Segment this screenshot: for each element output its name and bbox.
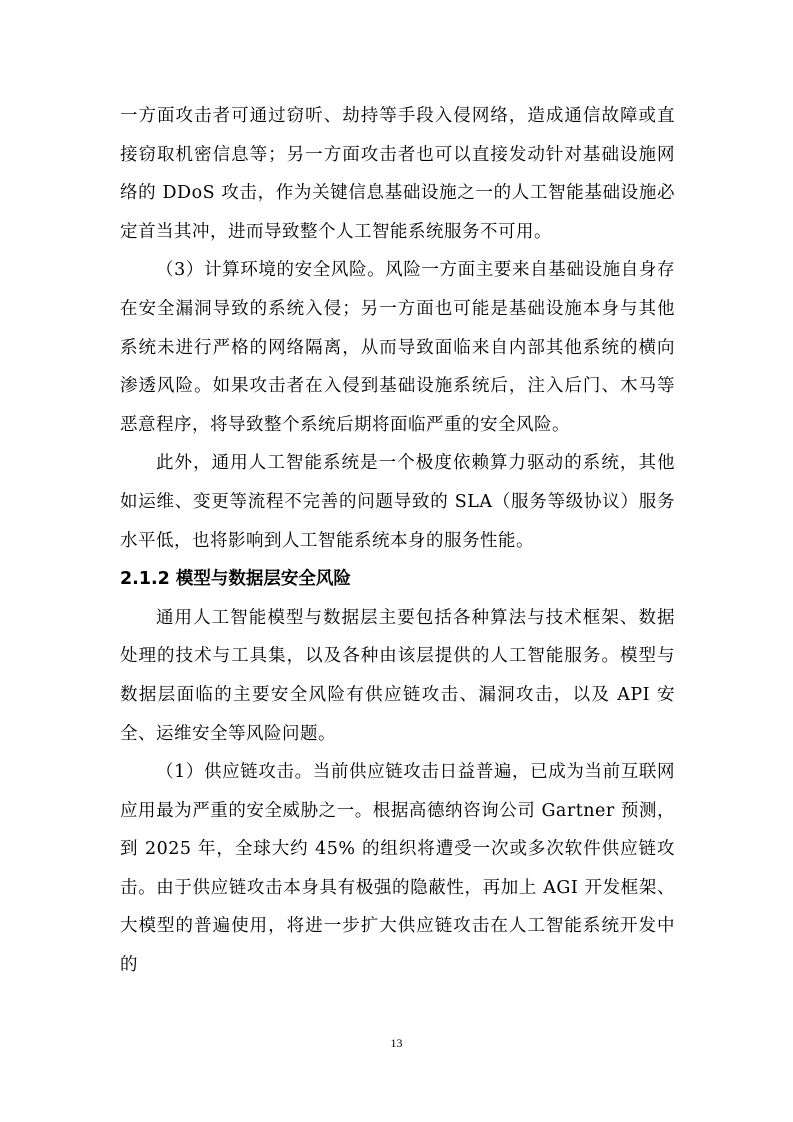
paragraph-model-data-layer-overview: 通用人工智能模型与数据层主要包括各种算法与技术框架、数据处理的技术与工具集，以及各种由该层提供的人工智能服务。模型与数据层面临的主要安全风险有供应链攻击、漏洞攻击，以及 API 安全、运维安全等风险问题。 — [120, 607, 675, 744]
paragraph-sla-service-level: 此外，通用人工智能系统是一个极度依赖算力驱动的系统，其他如运维、变更等流程不完善的问题导致的 SLA（服务等级协议）服务水平低，也将影响到人工智能系统本身的服务性能。 — [120, 453, 675, 551]
section-heading-model-data-layer: 2.1.2 模型与数据层安全风险 — [120, 569, 351, 590]
paragraph-network-attack-continued: 一方面攻击者可通过窃听、劫持等手段入侵网络，造成通信故障或直接窃取机密信息等；另一方面攻击者也可以直接发动针对基础设施网络的 DDoS 攻击，作为关键信息基础设施之一的人工智能基础设施必定首当其冲，进而导致整个人工智能系统服务不可用。 — [120, 106, 675, 242]
paragraph-compute-environment-risk: （3）计算环境的安全风险。风险一方面主要来自基础设施自身存在安全漏洞导致的系统入侵；另一方面也可能是基础设施本身与其他系统未进行严格的网络隔离，从而导致面临来自内部其他系统的横向渗透风险。如果攻击者在入侵到基础设施系统后，注入后门、木马等恶意程序，将导致整个系统后期将面临严重的安全风险。 — [120, 260, 675, 435]
page-number: 13 — [390, 1036, 403, 1050]
paragraph-supply-chain-attack: （1）供应链攻击。当前供应链攻击日益普遍，已成为当前互联网应用最为严重的安全威胁之一。根据高德纳咨询公司 Gartner 预测，到 2025 年，全球大约 45% 的组织将遭受一次或多次软件供应链攻击。由于供应链攻击本身具有极强的隐蔽性，再加上 AGI 开发框架、大模型的普遍使用，将进一步扩大供应链攻击在人工智能系统开发中的 — [120, 762, 675, 976]
document-page — [120, 97, 675, 985]
